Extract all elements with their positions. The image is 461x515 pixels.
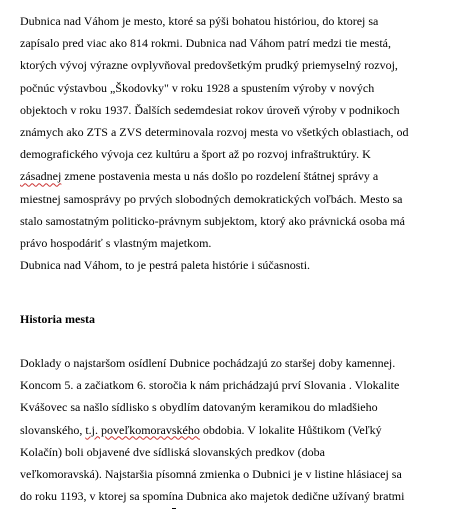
cut-off-next-line xyxy=(20,505,445,515)
text-line: právo hospodáriť s vlastným majetkom. xyxy=(20,235,212,250)
text-line: Koncom 5. a začiatkom 6. storočia k nám prichádzajú prví Slovania . Vlokalite xyxy=(20,378,400,393)
text-line: Kvášovec sa našlo sídlisko s obydlím datovaným keramikou do mladšieho xyxy=(20,400,378,415)
text-line: do roku 1193, v ktorej sa spomína Dubnica ako majetok dedične užívaný bratmi xyxy=(20,489,405,504)
partial-glyph xyxy=(172,508,176,512)
text-line: stalo samostatným politicko-právnym subjektom, ktorý ako právnická osoba má xyxy=(20,213,405,228)
text-line: objektoch v roku 1937. Ďalších sedemdesiat rokov úroveň výroby v podnikoch xyxy=(20,102,400,117)
text-line: Dubnica nad Váhom, to je pestrá paleta histórie i súčasnosti. xyxy=(20,258,311,273)
text-line: demografického vývoja cez kultúru a šport až po rozvoj infraštruktúry. K xyxy=(20,147,371,162)
spellcheck-underline[interactable]: t.j. poveľkomoravského xyxy=(85,422,200,437)
text-line: Kolačín) boli objavené dve sídliská slovanských predkov (doba xyxy=(20,444,325,459)
history-paragraph xyxy=(20,352,445,507)
section-heading: Historia mesta xyxy=(20,312,95,326)
spellcheck-underline[interactable]: zásadnej xyxy=(20,169,62,184)
text-line: počnúc výstavbou „Škodovky" v roku 1928 a spustením výroby v nových xyxy=(20,80,375,95)
text-line: známych ako ZTS a ZVS determinovala rozvoj mesta vo všetkých oblastiach, od xyxy=(20,124,409,139)
intro-paragraph xyxy=(20,10,445,276)
text-line: zapísalo pred viac ako 814 rokmi. Dubnica nad Váhom patrí medzi tie mestá, xyxy=(20,36,391,51)
text-line: Doklady o najstaršom osídlení Dubnice pochádzajú zo staršej doby kamennej. xyxy=(20,356,396,370)
text-line: ktorých vývoj výrazne ovplyvňoval predovšetkým prudký priemyselný rozvoj, xyxy=(20,58,398,73)
text-line: veľkomoravská). Najstaršia písomná zmienka o Dubnici je v listine hlásiacej sa xyxy=(20,466,402,481)
text-line: miestnej samosprávy po prvých slobodných demokratických voľbách. Mesto sa xyxy=(20,191,403,206)
text-line: Dubnica nad Váhom je mesto, ktoré sa pýši bohatou históriou, do ktorej sa xyxy=(20,14,379,28)
text-line-spellcheck: slovanského, t.j. poveľkomoravského obdobia. V lokalite Hůštikom (Veľký xyxy=(20,422,382,437)
text-line-spellcheck: zásadnej zmene postavenia mesta u nás došlo po rozdelení štátnej správy a xyxy=(20,169,379,184)
